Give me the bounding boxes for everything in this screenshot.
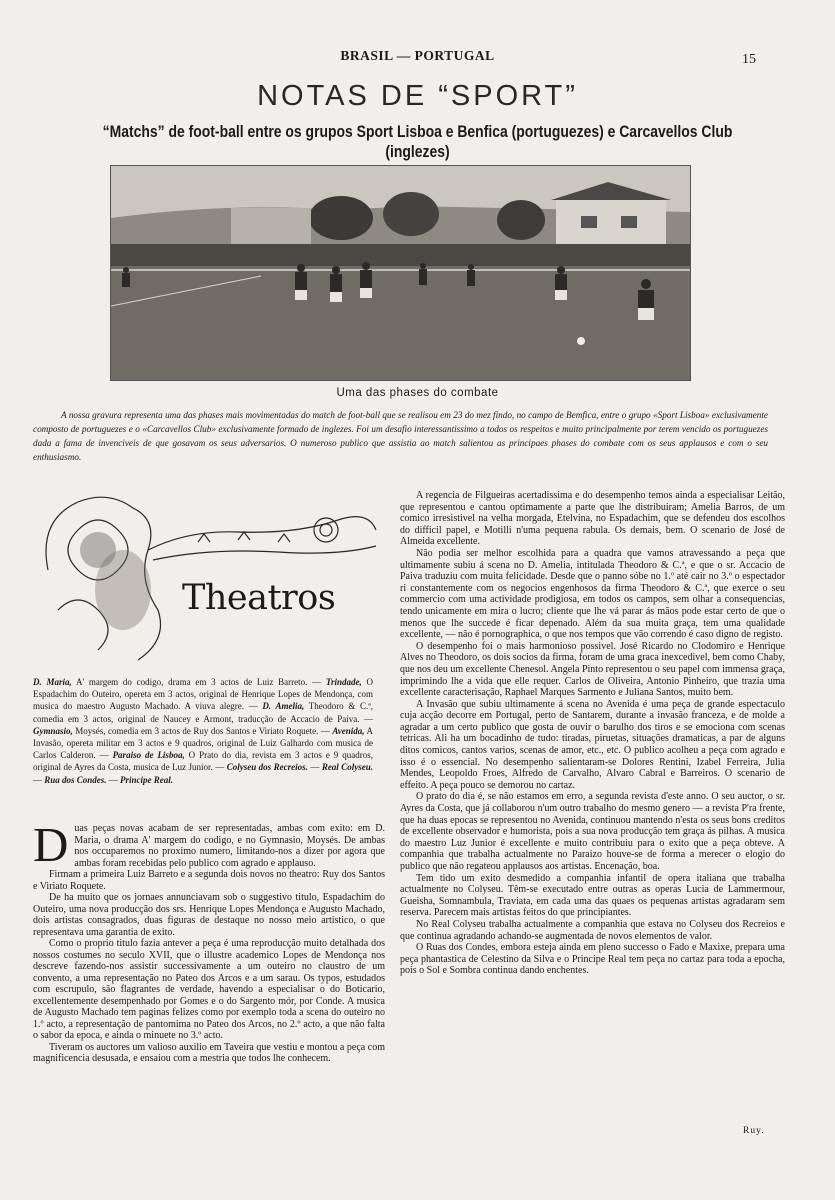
- drop-cap: D: [33, 817, 69, 872]
- author-signature: Ruy.: [743, 1126, 765, 1136]
- listing-theatre-name: Gymnasio,: [33, 725, 73, 736]
- article-paragraph: A regencia de Filgueiras acertadissima e do desempenho temos ainda a especialisar Leitão, que representou e cantou optimamente a parte que lhe distribuiram; Amelia Barros, de um comico irresistivel na velha morgada, Etelvina, no Espadachim, que se defendeu dos escolhos do difficil papel, e Motilli n'uma pequena rabula. Os demais, bem. O scenario de José de Almeida excellente.: [400, 490, 785, 548]
- listing-theatre-name: Principe Real.: [120, 774, 174, 785]
- listing-text: Theodoro & C.ª, comedia em 3 actos, original de Naucey e Armont, traducção de Accacio de Paiva. —: [33, 701, 373, 724]
- paragraph-text: uas peças novas acabam de ser representadas, ambas com exito: em D. Maria, o drama A' margem do codigo, e no Gymnasio, Moysés. De ambas nos occuparemos no proximo numero, limitando-nos a dizer por agora que ambas foram recebidas pelo publico com agrado e applauso.: [74, 823, 385, 869]
- article-paragraph: O desempenho foi o mais harmonioso possivel. José Ricardo no Clodomiro e Henrique Alves no Theodoro, os dois socios da firma, foram de uma graca inexcedivel, bem como Chaby, que nos deu um excellente Chenesol. Angela Pinto representou o seu papel com immensa graça, imprimindo lhe a vida que elle requer. Carlos de Oliveira, Antonio Pinheiro, que trazia uma excellente caracterisação, Raphael Marques Sarmento e Juliana Santos, muito bem.: [400, 640, 785, 699]
- listing-theatre-name: Colyseu dos Recreios.: [226, 762, 308, 773]
- listing-theatre-name: D. Maria,: [33, 677, 72, 687]
- article-paragraph: Tem tido um exito desmedido a companhia infantil de opera italiana que trabalha actualmente no Colyseu. Têm-se executado entre outras as operas Lucia de Lammermour, Gueisha, Somnambula, Traviata, em cada uma das quaes os pequenas artistas agradaram sem reserva. Parecem mais artistas feitos do que principiantes.: [400, 872, 785, 919]
- article-paragraph: O Ruas dos Condes, embora esteja ainda em pleno successo o Fado e Maxixe, prepara uma peça phantastica de Celestino da Silva e o Principe Real tem peça no cartaz para toda a epocha, pois o Sol e Sombra continua dando enchentes.: [400, 942, 785, 977]
- article-paragraph: De ha muito que os jornaes annunciavam sob o suggestivo titulo, Espadachim do Outeiro, uma nova producção dos srs. Henrique Lopes Mendonça e Augusto Machado, dois artistas consagrados, duas figuras de destaque no nosso meio artistico, o que representava uma garantia de exito.: [33, 892, 385, 938]
- article-paragraph: O prato do dia é, se não estamos em erro, a segunda revista d'este anno. O seu auctor, o sr. Ayres da Costa, que já collaborou n'um outro trabalho do mesmo genero — a revista P'ra frente, que ha duas epocas se representou no Avenida, continuou mantendo n'esta os seus bons creditos de excellente observador e humorista, pois a sua nova producção tem graça ás pilhas. A musica do maestro Luz Junior é excellente e muito contribuiu para o exito que a peça obteve. A companhia que trabalha actualmente no Paraizo houve-se de forma a merecer o elogio do publico que não regateou applausos aos artistas. Encenação, boa.: [400, 791, 785, 872]
- photo-note: A nossa gravura representa uma das phases mais movimentadas do match de foot-ball que se realisou em 23 do mez findo, no campo de Bemfica, entre o grupo «Sport Lisboa» exclusivamente composto de portuguezes e o «Carcavellos Club» exclusivamente formado de inglezes. Foi um desafio interessantissimo a todos os respeitos e muito principalmente por terem vencido os portuguezes dada a fama de invenciveis de que gosavam os seus adversarios. O numeroso publico que assistia ao match salientou as principaes phases do combate com os seus applausos e com o seu enthusiasmo.: [33, 410, 768, 462]
- listing-theatre-name: Rua dos Condes.: [44, 774, 107, 785]
- listing-text: Moysés, comedia em 3 actos de Ruy dos Santos e Viriato Roquete. —: [72, 725, 333, 736]
- theatre-banner-title: Theatros: [182, 578, 336, 618]
- listing-theatre-name: Avenida,: [332, 725, 365, 736]
- section-title: NOTAS DE “SPORT”: [257, 80, 578, 112]
- listing-text: O Espadachim do Outeiro, opereta em 3 actos, original de Henrique Lopes de Mendonça, com musica do maestro Augusto Machado. A viuva alegre. —: [33, 677, 373, 712]
- listing-text: A' margem do codigo, drama em 3 actos de Luiz Barreto. —: [71, 677, 326, 687]
- article-paragraph: No Real Colyseu trabalha actualmente a companhia que estava no Colyseu dos Recreios e que continua agradando achando-se augmentada de novos elementos de valor.: [400, 918, 785, 942]
- listing-text: —: [106, 774, 121, 785]
- listing-text: A Invasão, opereta militar em 3 actos e 9 quadros, original de Luiz Galhardo com musica de Carlos Calderon. —: [33, 725, 373, 761]
- football-match-illustration: [111, 166, 690, 380]
- article-paragraph: Tiveram os auctores um valioso auxilio em Taveira que vestiu e montou a peça com magnificencia desusada, e ensaiou com a mestria que todos lhe conhecem.: [33, 1041, 385, 1064]
- listing-theatre-name: Trindade,: [325, 677, 362, 687]
- article-paragraph: A Invasão que subiu ultimamente á scena no Avenida é uma peça de grande espectaculo cuja acção decorre em Portugal, perto de Santarem, durante a invasão franceza, e de molde a agradar a um certo publico que gosta de ouvir o barulho dos tiros e se emociona com scenas tetricas. Ali ha um bocadinho de tudo: tiradas, piruetas, situações dramaticas, a par de alguns ditos comicos, cantos varios, scenas de amor, etc., etc. O publico acolheu a peça com agrado e isso é o essencial. No desempenho salientaram-se Dolores Rentini, Izabel Ferreira, Julia Mendes, Leopoldo Froes, Alfredo de Carvalho, Alvaro Cabral e Barreiros. O scenario de effeito. A peça pouco se demorou no cartaz.: [400, 698, 785, 791]
- listing-text: O Prato do dia, revista em 3 actos e 9 quadros, original de Ayres da Costa, musica de Luz Junior. —: [33, 750, 373, 773]
- article-paragraph: Firmam a primeira Luiz Barreto e a segunda dois novos no theatro: Ruy dos Santos e Viriato Roquete.: [33, 869, 385, 892]
- left-article: [33, 817, 385, 1065]
- running-head: BRASIL — PORTUGAL: [340, 48, 495, 63]
- listing-theatre-name: D. Amelia,: [262, 701, 305, 712]
- article-headline: “Matchs” de foot-ball entre os grupos Sport Lisboa e Benfica (portuguezes) e Carcavellos Club (inglezes): [102, 122, 733, 161]
- article-paragraph: Não podia ser melhor escolhida para a quadra que vamos atravessando a peça que ultimamente subiu á scena no D. Amelia, intitulada Theodoro & C.ª, e que o sr. Accacio de Paiva traduziu com muita felicidade. Desde que o panno sóbe no 1.º até cair no 3.º o espectador ri constantemente com os negocios engenhosos da firma Theodoro & C.ª, que exerce o seu commercio com uma actividade prodigiosa, em todos os campos, sem olhar a consequencias, tendo unicamente em mira o lucro; cliente que lhe vá parar ás mãos pode estar certo de que o menos que lhe succede é ficar depenado. Além da sua muita graça, tem uma qualidade excellente, — não é pornographica, o que nos tempos que vão correndo é caso digno de registo.: [400, 547, 785, 641]
- football-match-photo: [110, 165, 691, 381]
- page-number: 15: [742, 52, 756, 67]
- listing-theatre-name: Paraiso de Lisboa,: [112, 750, 185, 761]
- listing-text: —: [307, 762, 322, 773]
- article-paragraph: Como o proprio titulo fazia antever a peça é uma reproducção muito detalhada dos nossos costumes no seculo XVII, que o illustre academico Lopes de Mendonça nos descreve fazendo-nos assistir successivamente a um outeiro no claustro de um convento, a uma representação no Pateo dos Arcos e a um sarau. Os typos, estudados com escrupulo, são flagrantes de verdade, havendo a especialisar o do Boticario, excellentemente desempenhado por Gomes e o do Sargento mór, por Conde. A musica de Augusto Machado tem paginas felizes como por exemplo toda a scena do outeiro no 1.º acto, a representação de pantomima no Pateo dos Arcos, no 2.º acto, a que não falta o sabor da epoca, e ainda o minuete no 3.º acto.: [33, 938, 385, 1041]
- theatre-listings: [33, 676, 373, 786]
- right-article: [400, 490, 785, 977]
- photo-caption: Uma das phases do combate: [336, 387, 499, 399]
- listing-theatre-name: Real Colyseu.: [321, 762, 374, 773]
- article-paragraph: [33, 817, 385, 872]
- listing-text: —: [33, 774, 45, 785]
